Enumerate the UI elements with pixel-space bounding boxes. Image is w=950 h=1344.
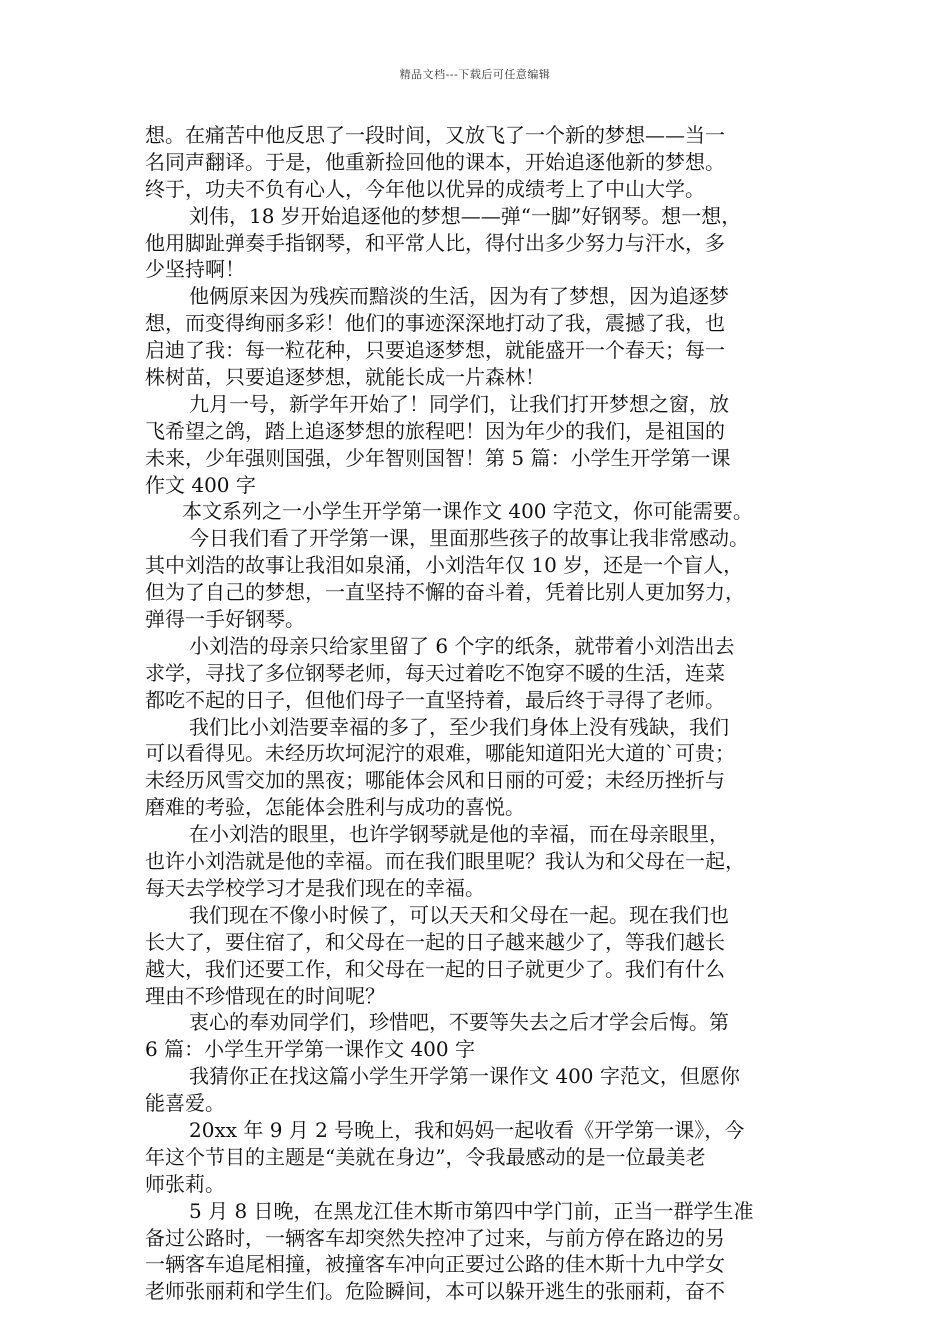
- text-line: 越大，我们还要工作，和父母在一起的日子就更少了。我们有什么: [145, 956, 725, 981]
- text-line: 少坚持啊！: [145, 257, 245, 282]
- page-header: 精品文档---下载后可任意编辑: [399, 68, 551, 81]
- text-line: 其中刘浩的故事让我泪如泉涌，小刘浩年仅 10 岁，还是一个盲人，: [145, 553, 744, 578]
- text-line: 磨难的考验，怎能体会胜利与成功的喜悦。: [145, 795, 525, 820]
- text-line: 年这个节目的主题是“美就在身边”，令我最感动的是一位最美老: [145, 1144, 706, 1169]
- text-line: 衷心的奉劝同学们，珍惜吧，不要等失去之后才学会后悔。第: [189, 1010, 729, 1035]
- text-line: 20xx 年 9 月 2 号晚上，我和妈妈一起收看《开学第一课》，今: [189, 1117, 745, 1142]
- text-line: 未经历风雪交加的黑夜；哪能体会风和日丽的可爱；未经历挫折与: [145, 768, 725, 793]
- text-line: 他俩原来因为残疾而黯淡的生活，因为有了梦想，因为追逐梦: [189, 284, 729, 309]
- text-line: 6 篇：小学生开学第一课作文 400 字: [145, 1037, 475, 1062]
- text-line: 启迪了我：每一粒花种，只要追逐梦想，就能盛开一个春天；每一: [145, 338, 725, 363]
- text-line: 株树苗，只要追逐梦想，就能长成一片森林！: [145, 365, 545, 390]
- text-line: 作文 400 字: [145, 472, 256, 497]
- text-line: 九月一号，新学年开始了！同学们，让我们打开梦想之窗，放: [189, 391, 729, 416]
- text-line: 理由不珍惜现在的时间呢？: [145, 983, 385, 1008]
- text-line: 我猜你正在找这篇小学生开学第一课作文 400 字范文，但愿你: [189, 1064, 740, 1089]
- text-line: 求学，寻找了多位钢琴老师，每天过着吃不饱穿不暖的生活，连菜: [145, 660, 725, 685]
- text-line: 本文系列之一小学生开学第一课作文 400 字范文，你可能需要。: [182, 499, 753, 524]
- text-line: 5 月 8 日晚，在黑龙江佳木斯市第四中学门前，正当一群学生准: [189, 1198, 754, 1223]
- text-line: 未来，少年强则国强，少年智则国智！第 5 篇：小学生开学第一课: [145, 445, 731, 470]
- text-line: 弹得一手好钢琴。: [145, 607, 305, 632]
- text-line: 小刘浩的母亲只给家里留了 6 个字的纸条，就带着小刘浩出去: [189, 633, 735, 658]
- text-line: 一辆客车追尾相撞，被撞客车冲向正要过公路的佳木斯十九中学女: [145, 1252, 725, 1277]
- text-line: 能喜爱。: [145, 1091, 225, 1116]
- text-line: 飞希望之鸽，踏上追逐梦想的旅程吧！因为年少的我们，是祖国的: [145, 418, 725, 443]
- text-line: 每天去学校学习才是我们现在的幸福。: [145, 875, 485, 900]
- text-line: 都吃不起的日子，但他们母子一直坚持着，最后终于寻得了老师。: [145, 687, 725, 712]
- text-line: 今日我们看了开学第一课，里面那些孩子的故事让我非常感动。: [189, 526, 749, 551]
- text-line: 备过公路时，一辆客车却突然失控冲了过来，与前方停在路边的另: [145, 1225, 725, 1250]
- text-line: 他用脚趾弹奏手指钢琴，和平常人比，得付出多少努力与汗水，多: [145, 230, 725, 255]
- text-line: 刘伟，18 岁开始追逐他的梦想——弹“一脚”好钢琴。想一想，: [189, 203, 742, 228]
- text-line: 老师张丽莉和学生们。危险瞬间，本可以躲开逃生的张丽莉，奋不: [145, 1279, 725, 1304]
- text-line: 但为了自己的梦想，一直坚持不懈的奋斗着，凭着比别人更加努力，: [145, 580, 745, 605]
- text-line: 可以看得见。未经历坎坷泥泞的艰难，哪能知道阳光大道的`可贵；: [145, 741, 735, 766]
- text-line: 我们比小刘浩要幸福的多了，至少我们身体上没有残缺，我们: [189, 714, 729, 739]
- text-line: 在小刘浩的眼里，也许学钢琴就是他的幸福，而在母亲眼里，: [189, 822, 729, 847]
- text-line: 想。在痛苦中他反思了一段时间，又放飞了一个新的梦想——当一: [145, 123, 725, 147]
- text-line: 也许小刘浩就是他的幸福。而在我们眼里呢？我认为和父母在一起，: [145, 849, 745, 874]
- text-line: 名同声翻译。于是，他重新捡回他的课本，开始追逐他新的梦想。: [145, 149, 725, 174]
- text-line: 我们现在不像小时候了，可以天天和父母在一起。现在我们也: [189, 902, 729, 927]
- text-line: 想，而变得绚丽多彩！他们的事迹深深地打动了我，震撼了我，也: [145, 311, 725, 336]
- text-line: 长大了，要住宿了，和父母在一起的日子越来越少了，等我们越长: [145, 929, 725, 954]
- text-line: 终于，功夫不负有心人，今年他以优异的成绩考上了中山大学。: [145, 176, 705, 201]
- text-line: 师张莉。: [145, 1171, 225, 1196]
- document-body: [145, 122, 825, 1305]
